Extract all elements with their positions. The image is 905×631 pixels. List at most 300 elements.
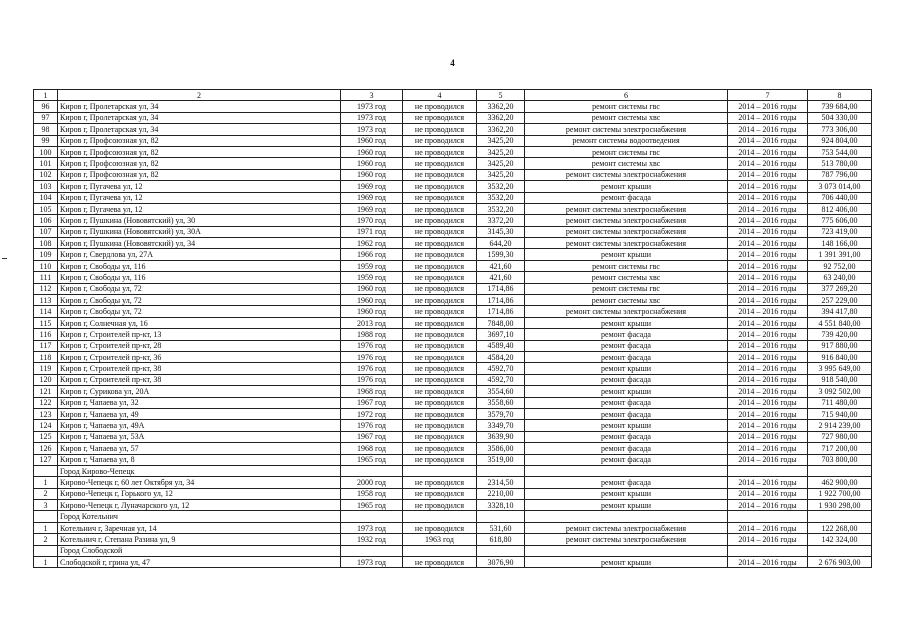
build-year: 1966 год	[341, 249, 403, 260]
last-repair-year	[403, 511, 477, 522]
table-row	[34, 203, 872, 214]
row-number: 3	[34, 500, 58, 511]
row-number: 125	[34, 431, 58, 442]
period: 2014 – 2016 годы	[728, 557, 808, 568]
address: Киров г, Свободы ул, 72	[58, 306, 341, 317]
build-year: 1976 год	[341, 374, 403, 385]
address: Киров г, Пушкина (Нововятский) ул, 30	[58, 215, 341, 226]
work-type: ремонт крыши	[525, 557, 728, 568]
row-number: 111	[34, 272, 58, 283]
build-year: 1967 год	[341, 431, 403, 442]
last-repair-year: не проводился	[403, 306, 477, 317]
period: 2014 – 2016 годы	[728, 135, 808, 146]
work-type: ремонт системы водоотведения	[525, 135, 728, 146]
last-repair-year: не проводился	[403, 363, 477, 374]
row-number: 115	[34, 317, 58, 328]
row-number: 1	[34, 522, 58, 533]
cost: 1 930 298,00	[808, 500, 872, 511]
cost: 775 606,00	[808, 215, 872, 226]
row-number: 96	[34, 101, 58, 112]
work-type: ремонт крыши	[525, 317, 728, 328]
build-year: 1960 год	[341, 169, 403, 180]
address: Киров г, Строителей пр-кт, 28	[58, 340, 341, 351]
last-repair-year: не проводился	[403, 374, 477, 385]
cost: 717 200,00	[808, 443, 872, 454]
area: 3425,20	[477, 158, 525, 169]
area: 3532,20	[477, 203, 525, 214]
build-year: 1969 год	[341, 203, 403, 214]
work-type: ремонт фасада	[525, 408, 728, 419]
build-year: 1960 год	[341, 295, 403, 306]
city-group-row	[34, 545, 872, 556]
address: Киров г, Чапаева ул, 49	[58, 408, 341, 419]
table-row	[34, 146, 872, 157]
table-row	[34, 431, 872, 442]
table-row	[34, 135, 872, 146]
table-row	[34, 112, 872, 123]
column-header-6: 6	[525, 90, 728, 101]
last-repair-year: не проводился	[403, 135, 477, 146]
table-row	[34, 534, 872, 545]
work-type: ремонт крыши	[525, 488, 728, 499]
table-row	[34, 238, 872, 249]
work-type	[525, 545, 728, 556]
table-row	[34, 340, 872, 351]
area: 3076,90	[477, 557, 525, 568]
work-type: ремонт системы электроснабжения	[525, 534, 728, 545]
table-row	[34, 249, 872, 260]
last-repair-year: не проводился	[403, 158, 477, 169]
period: 2014 – 2016 годы	[728, 363, 808, 374]
area: 421,60	[477, 260, 525, 271]
last-repair-year: не проводился	[403, 192, 477, 203]
row-number: 108	[34, 238, 58, 249]
period: 2014 – 2016 годы	[728, 124, 808, 135]
table-row	[34, 420, 872, 431]
row-number: 106	[34, 215, 58, 226]
period: 2014 – 2016 годы	[728, 101, 808, 112]
row-number: 98	[34, 124, 58, 135]
address: Киров г, Пушкина (Нововятский) ул, 30А	[58, 226, 341, 237]
cost: 787 796,00	[808, 169, 872, 180]
cost: 739 420,00	[808, 329, 872, 340]
area: 4592,70	[477, 374, 525, 385]
work-type: ремонт системы электроснабжения	[525, 226, 728, 237]
table-row	[34, 215, 872, 226]
period: 2014 – 2016 годы	[728, 260, 808, 271]
table-row	[34, 557, 872, 568]
build-year: 1959 год	[341, 260, 403, 271]
build-year: 1969 год	[341, 181, 403, 192]
address: Киров г, Строителей пр-кт, 13	[58, 329, 341, 340]
work-type: ремонт системы электроснабжения	[525, 124, 728, 135]
cost: 1 922 700,00	[808, 488, 872, 499]
address: Киров г, Пролетарская ул, 34	[58, 112, 341, 123]
area: 3425,20	[477, 146, 525, 157]
area: 2314,50	[477, 477, 525, 488]
build-year: 1967 год	[341, 397, 403, 408]
cost: 917 880,00	[808, 340, 872, 351]
address: Киров г, Профсоюзная ул, 82	[58, 135, 341, 146]
address: Киров г, Чапаева ул, 8	[58, 454, 341, 465]
column-header-2: 2	[58, 90, 341, 101]
row-number: 109	[34, 249, 58, 260]
last-repair-year: не проводился	[403, 488, 477, 499]
build-year: 1960 год	[341, 135, 403, 146]
table-row	[34, 329, 872, 340]
build-year: 1965 год	[341, 454, 403, 465]
work-type: ремонт крыши	[525, 181, 728, 192]
cost: 924 804,00	[808, 135, 872, 146]
row-number: 101	[34, 158, 58, 169]
period: 2014 – 2016 годы	[728, 351, 808, 362]
address: Киров г, Солнечная ул, 16	[58, 317, 341, 328]
build-year: 1971 год	[341, 226, 403, 237]
address: Киров г, Строителей пр-кт, 38	[58, 363, 341, 374]
area: 3362,20	[477, 101, 525, 112]
cost: 773 306,00	[808, 124, 872, 135]
row-number: 123	[34, 408, 58, 419]
area: 421,60	[477, 272, 525, 283]
column-header-4: 4	[403, 90, 477, 101]
table-row	[34, 386, 872, 397]
build-year: 1976 год	[341, 420, 403, 431]
cost: 513 780,00	[808, 158, 872, 169]
build-year: 2013 год	[341, 317, 403, 328]
area: 3579,70	[477, 408, 525, 419]
cost: 3 073 014,00	[808, 181, 872, 192]
build-year	[341, 465, 403, 476]
cost: 142 324,00	[808, 534, 872, 545]
table-row	[34, 226, 872, 237]
table-row	[34, 260, 872, 271]
period: 2014 – 2016 годы	[728, 500, 808, 511]
area: 2210,00	[477, 488, 525, 499]
last-repair-year: не проводился	[403, 181, 477, 192]
table-body	[34, 101, 872, 568]
area: 3558,60	[477, 397, 525, 408]
cost: 812 406,00	[808, 203, 872, 214]
cost: 3 092 502,00	[808, 386, 872, 397]
address: Киров г, Свободы ул, 72	[58, 283, 341, 294]
address: Киров г, Пролетарская ул, 34	[58, 101, 341, 112]
address: Киров г, Пугачева ул, 12	[58, 192, 341, 203]
area: 3532,20	[477, 192, 525, 203]
period: 2014 – 2016 годы	[728, 283, 808, 294]
address: Киров г, Профсоюзная ул, 82	[58, 169, 341, 180]
last-repair-year: не проводился	[403, 500, 477, 511]
row-number: 1	[34, 477, 58, 488]
cost: 92 752,00	[808, 260, 872, 271]
row-number: 113	[34, 295, 58, 306]
last-repair-year: не проводился	[403, 295, 477, 306]
row-number: 117	[34, 340, 58, 351]
cost: 2 676 903,00	[808, 557, 872, 568]
address: Киров г, Свердлова ул, 27А	[58, 249, 341, 260]
row-number: 110	[34, 260, 58, 271]
area: 1714,86	[477, 295, 525, 306]
build-year: 1960 год	[341, 283, 403, 294]
cost: 706 440,00	[808, 192, 872, 203]
table-row	[34, 351, 872, 362]
build-year: 2000 год	[341, 477, 403, 488]
last-repair-year: не проводился	[403, 317, 477, 328]
area: 3145,30	[477, 226, 525, 237]
last-repair-year: не проводился	[403, 557, 477, 568]
column-header-3: 3	[341, 90, 403, 101]
work-type: ремонт системы электроснабжения	[525, 522, 728, 533]
period	[728, 545, 808, 556]
cost: 3 995 649,00	[808, 363, 872, 374]
address: Киров г, Пролетарская ул, 34	[58, 124, 341, 135]
cost: 4 551 840,00	[808, 317, 872, 328]
period: 2014 – 2016 годы	[728, 477, 808, 488]
area: 3362,20	[477, 112, 525, 123]
area	[477, 511, 525, 522]
period: 2014 – 2016 годы	[728, 443, 808, 454]
table-row	[34, 306, 872, 317]
cost	[808, 511, 872, 522]
period: 2014 – 2016 годы	[728, 329, 808, 340]
row-number: 116	[34, 329, 58, 340]
row-number: 97	[34, 112, 58, 123]
build-year: 1960 год	[341, 158, 403, 169]
cost: 394 417,80	[808, 306, 872, 317]
address: Киров г, Пугачева ул, 12	[58, 203, 341, 214]
work-type	[525, 465, 728, 476]
last-repair-year: не проводился	[403, 146, 477, 157]
address: Киров г, Чапаева ул, 32	[58, 397, 341, 408]
area	[477, 465, 525, 476]
period: 2014 – 2016 годы	[728, 534, 808, 545]
area: 3532,20	[477, 181, 525, 192]
last-repair-year: не проводился	[403, 112, 477, 123]
table-row	[34, 158, 872, 169]
row-number: 1	[34, 557, 58, 568]
last-repair-year	[403, 465, 477, 476]
row-number	[34, 545, 58, 556]
row-number: 104	[34, 192, 58, 203]
cost: 918 540,00	[808, 374, 872, 385]
table-row	[34, 374, 872, 385]
row-number: 121	[34, 386, 58, 397]
build-year: 1932 год	[341, 534, 403, 545]
last-repair-year: не проводился	[403, 226, 477, 237]
table-row	[34, 477, 872, 488]
row-number: 119	[34, 363, 58, 374]
table-row	[34, 101, 872, 112]
work-type: ремонт крыши	[525, 500, 728, 511]
address: Киров г, Пушкина (Нововятский) ул, 34	[58, 238, 341, 249]
last-repair-year: не проводился	[403, 351, 477, 362]
last-repair-year: не проводился	[403, 283, 477, 294]
work-type: ремонт системы гвс	[525, 260, 728, 271]
address: Киров г, Профсоюзная ул, 82	[58, 146, 341, 157]
period: 2014 – 2016 годы	[728, 169, 808, 180]
table-row	[34, 169, 872, 180]
work-type: ремонт системы электроснабжения	[525, 203, 728, 214]
column-header-7: 7	[728, 90, 808, 101]
capital-repair-table	[33, 89, 872, 568]
build-year: 1973 год	[341, 101, 403, 112]
cost: 703 800,00	[808, 454, 872, 465]
cost: 711 480,00	[808, 397, 872, 408]
period: 2014 – 2016 годы	[728, 317, 808, 328]
last-repair-year: не проводился	[403, 101, 477, 112]
area: 531,60	[477, 522, 525, 533]
row-number: 103	[34, 181, 58, 192]
area: 1714,86	[477, 306, 525, 317]
row-number: 107	[34, 226, 58, 237]
last-repair-year: не проводился	[403, 431, 477, 442]
last-repair-year: не проводился	[403, 443, 477, 454]
period: 2014 – 2016 годы	[728, 146, 808, 157]
address: Киров г, Чапаева ул, 49А	[58, 420, 341, 431]
table-row	[34, 295, 872, 306]
build-year: 1960 год	[341, 146, 403, 157]
build-year: 1988 год	[341, 329, 403, 340]
period: 2014 – 2016 годы	[728, 192, 808, 203]
period: 2014 – 2016 годы	[728, 397, 808, 408]
table-row	[34, 454, 872, 465]
build-year: 1958 год	[341, 488, 403, 499]
area: 4584,20	[477, 351, 525, 362]
table-row	[34, 192, 872, 203]
row-number: 120	[34, 374, 58, 385]
table-row	[34, 363, 872, 374]
address: Котельнич г, Заречная ул, 14	[58, 522, 341, 533]
row-number	[34, 511, 58, 522]
period: 2014 – 2016 годы	[728, 431, 808, 442]
column-header-1: 1	[34, 90, 58, 101]
work-type: ремонт фасада	[525, 351, 728, 362]
address: Киров г, Чапаева ул, 57	[58, 443, 341, 454]
area: 7848,00	[477, 317, 525, 328]
period: 2014 – 2016 годы	[728, 112, 808, 123]
table-row	[34, 408, 872, 419]
area: 3639,90	[477, 431, 525, 442]
cost: 122 268,00	[808, 522, 872, 533]
build-year: 1959 год	[341, 272, 403, 283]
build-year: 1970 год	[341, 215, 403, 226]
last-repair-year: не проводился	[403, 340, 477, 351]
area: 1599,30	[477, 249, 525, 260]
work-type: ремонт системы хвс	[525, 112, 728, 123]
period: 2014 – 2016 годы	[728, 181, 808, 192]
build-year: 1976 год	[341, 340, 403, 351]
address: Киров г, Сурикова ул, 20А	[58, 386, 341, 397]
last-repair-year: не проводился	[403, 522, 477, 533]
area: 3349,70	[477, 420, 525, 431]
table-row	[34, 488, 872, 499]
work-type: ремонт системы электроснабжения	[525, 306, 728, 317]
last-repair-year: не проводился	[403, 260, 477, 271]
work-type: ремонт системы гвс	[525, 146, 728, 157]
row-number: 126	[34, 443, 58, 454]
work-type: ремонт крыши	[525, 420, 728, 431]
work-type: ремонт фасада	[525, 431, 728, 442]
city-group-label: Город Слободской	[58, 545, 341, 556]
cost: 715 940,00	[808, 408, 872, 419]
work-type: ремонт системы хвс	[525, 295, 728, 306]
period: 2014 – 2016 годы	[728, 522, 808, 533]
city-group-row	[34, 511, 872, 522]
table-row	[34, 397, 872, 408]
area: 1714,86	[477, 283, 525, 294]
work-type: ремонт системы хвс	[525, 272, 728, 283]
last-repair-year: не проводился	[403, 408, 477, 419]
work-type: ремонт системы хвс	[525, 158, 728, 169]
last-repair-year: не проводился	[403, 249, 477, 260]
cost: 377 269,20	[808, 283, 872, 294]
row-number: 112	[34, 283, 58, 294]
row-number: 2	[34, 534, 58, 545]
period: 2014 – 2016 годы	[728, 374, 808, 385]
table-row	[34, 283, 872, 294]
cost: 723 419,00	[808, 226, 872, 237]
period: 2014 – 2016 годы	[728, 340, 808, 351]
work-type: ремонт фасада	[525, 454, 728, 465]
cost: 2 914 239,00	[808, 420, 872, 431]
work-type: ремонт системы электроснабжения	[525, 238, 728, 249]
area: 3697,10	[477, 329, 525, 340]
cost: 753 544,00	[808, 146, 872, 157]
period: 2014 – 2016 годы	[728, 420, 808, 431]
work-type: ремонт фасада	[525, 329, 728, 340]
row-number: 99	[34, 135, 58, 146]
cost	[808, 545, 872, 556]
work-type: ремонт системы электроснабжения	[525, 169, 728, 180]
area: 3372,20	[477, 215, 525, 226]
build-year: 1968 год	[341, 443, 403, 454]
work-type	[525, 511, 728, 522]
table-row	[34, 500, 872, 511]
period: 2014 – 2016 годы	[728, 295, 808, 306]
cost: 504 330,00	[808, 112, 872, 123]
period: 2014 – 2016 годы	[728, 238, 808, 249]
work-type: ремонт системы гвс	[525, 101, 728, 112]
last-repair-year: не проводился	[403, 272, 477, 283]
period: 2014 – 2016 годы	[728, 272, 808, 283]
period	[728, 465, 808, 476]
work-type: ремонт фасада	[525, 477, 728, 488]
period: 2014 – 2016 годы	[728, 226, 808, 237]
work-type: ремонт фасада	[525, 374, 728, 385]
table-header-row	[34, 90, 872, 101]
build-year: 1962 год	[341, 238, 403, 249]
last-repair-year: не проводился	[403, 329, 477, 340]
table-row	[34, 443, 872, 454]
area: 3328,10	[477, 500, 525, 511]
table-row	[34, 181, 872, 192]
last-repair-year: не проводился	[403, 454, 477, 465]
cost: 916 840,00	[808, 351, 872, 362]
capital-repair-table-wrapper	[33, 89, 872, 568]
city-group-row	[34, 465, 872, 476]
period: 2014 – 2016 годы	[728, 158, 808, 169]
work-type: ремонт фасада	[525, 192, 728, 203]
cost: 257 229,00	[808, 295, 872, 306]
address: Киров г, Строителей пр-кт, 38	[58, 374, 341, 385]
period: 2014 – 2016 годы	[728, 386, 808, 397]
row-number: 105	[34, 203, 58, 214]
last-repair-year: не проводился	[403, 169, 477, 180]
row-number: 127	[34, 454, 58, 465]
table-row	[34, 522, 872, 533]
margin-mark	[2, 258, 7, 259]
last-repair-year: 1963 год	[403, 534, 477, 545]
last-repair-year: не проводился	[403, 420, 477, 431]
